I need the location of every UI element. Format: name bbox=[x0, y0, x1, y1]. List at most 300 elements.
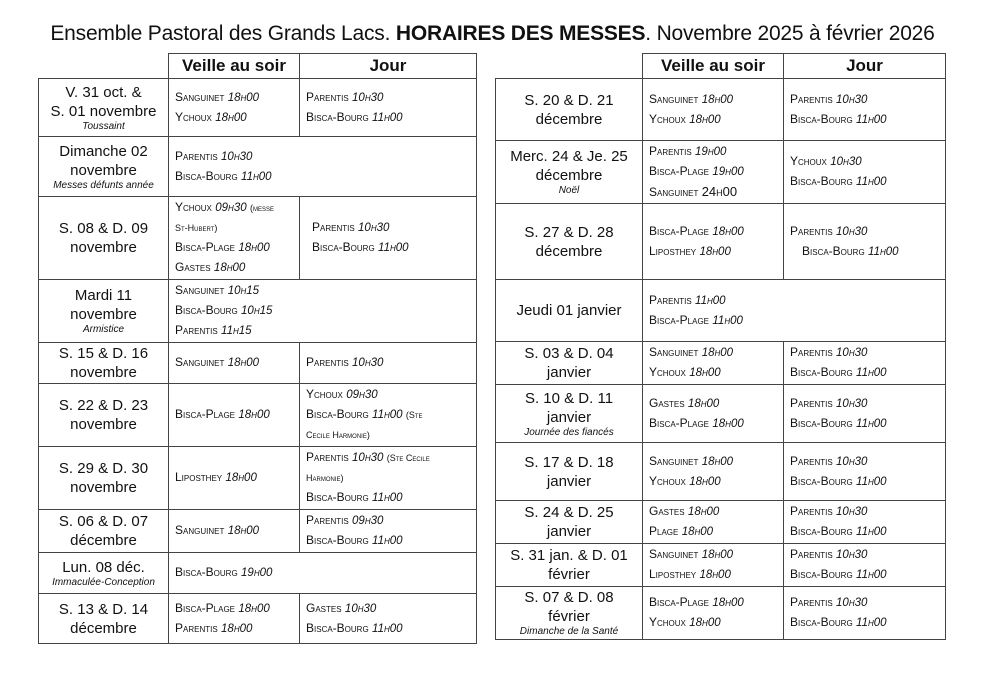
date-cell bbox=[496, 587, 643, 640]
mass-place: Liposthey bbox=[175, 470, 223, 484]
jour-cell bbox=[784, 443, 946, 501]
date-cell bbox=[496, 544, 643, 587]
header-blank bbox=[496, 54, 643, 79]
date-line: S. 10 & D. 11 bbox=[524, 389, 614, 407]
jour-cell bbox=[784, 204, 946, 280]
mass-time: 10h30 bbox=[352, 452, 384, 464]
mass-entry bbox=[306, 88, 470, 108]
schedule-row bbox=[496, 141, 946, 204]
mass-entry bbox=[175, 599, 293, 619]
mass-entry bbox=[649, 343, 777, 363]
date-line: décembre bbox=[70, 532, 137, 549]
mass-entry bbox=[790, 414, 939, 434]
mass-time: 11h00 bbox=[856, 113, 887, 126]
mass-entry bbox=[790, 343, 939, 363]
mass-place: Parentis bbox=[306, 89, 349, 104]
veille-cell bbox=[643, 443, 784, 501]
mass-entry bbox=[790, 242, 939, 262]
date-line: S. 13 & D. 14 bbox=[58, 600, 149, 618]
date-line: novembre bbox=[70, 416, 137, 433]
schedule-row bbox=[39, 510, 477, 553]
jour-cell bbox=[300, 510, 477, 553]
date-line: S. 08 & D. 09 bbox=[58, 220, 149, 237]
mass-entry bbox=[175, 238, 293, 258]
mass-time: 18h00 bbox=[699, 569, 731, 581]
jour-cell bbox=[300, 594, 477, 644]
date-cell bbox=[496, 443, 643, 501]
mass-entry bbox=[790, 593, 939, 613]
jour-cell bbox=[300, 79, 477, 137]
date-cell bbox=[496, 204, 643, 280]
veille-cell bbox=[169, 343, 300, 384]
mass-entry bbox=[649, 242, 777, 262]
mass-place: Sanguinet bbox=[649, 453, 699, 468]
mass-place: Parentis bbox=[790, 453, 833, 468]
mass-place: Sanguinet bbox=[649, 185, 699, 199]
date-line: janvier bbox=[546, 523, 592, 540]
mass-time: 11h00 bbox=[372, 492, 403, 504]
jour-cell bbox=[784, 342, 946, 385]
mass-place: Parentis bbox=[649, 292, 692, 307]
mass-place: Liposthey bbox=[649, 243, 697, 258]
mass-place: Bisca-Bourg bbox=[802, 243, 865, 258]
mass-entry bbox=[790, 363, 939, 383]
jour-cell bbox=[784, 385, 946, 443]
schedule-row bbox=[39, 384, 477, 447]
mass-time: 18h00 bbox=[225, 472, 257, 484]
mass-note: (messe bbox=[249, 203, 274, 213]
date-line: février bbox=[548, 566, 590, 583]
mass-entry bbox=[306, 448, 470, 468]
date-line: S. 17 & D. 18 bbox=[524, 453, 614, 471]
date-line: S. 24 & D. 25 bbox=[524, 504, 614, 521]
mass-place: Sanguinet bbox=[649, 345, 699, 359]
mass-entry bbox=[306, 405, 470, 425]
mass-time: 10h30 bbox=[836, 347, 868, 359]
date-line: novembre bbox=[70, 161, 137, 179]
mass-place: Bisca-Plage bbox=[649, 595, 710, 609]
date-cell bbox=[39, 137, 169, 197]
veille-cell bbox=[643, 141, 784, 204]
mass-entry bbox=[649, 452, 777, 472]
date-line: S. 01 novembre bbox=[50, 102, 157, 120]
veille-cell bbox=[169, 384, 300, 447]
mass-entry bbox=[649, 182, 777, 202]
occasion-note: Messes défunts année bbox=[53, 179, 154, 191]
occasion-note: Immaculée-Conception bbox=[52, 576, 155, 588]
jour-cell bbox=[300, 197, 477, 280]
jour-cell bbox=[784, 79, 946, 141]
mass-place: Parentis bbox=[306, 513, 349, 527]
mass-note: (Ste Cecile bbox=[386, 453, 430, 463]
mass-time: 10h30 bbox=[836, 506, 868, 518]
mass-time: 18h00 bbox=[701, 347, 734, 359]
mass-time: 18h00 bbox=[689, 113, 721, 126]
mass-time: 11h00 bbox=[241, 170, 272, 183]
schedule-table-left bbox=[38, 53, 477, 644]
date-line: décembre bbox=[535, 167, 603, 184]
mass-place: Sanguinet bbox=[175, 523, 225, 537]
mass-entry bbox=[306, 425, 470, 445]
veille-cell bbox=[643, 342, 784, 385]
veille-cell bbox=[169, 447, 300, 510]
schedule-row bbox=[496, 342, 946, 385]
date-line: S. 07 & D. 08 bbox=[524, 589, 614, 606]
mass-entry bbox=[175, 218, 293, 238]
mass-time: 18h00 bbox=[712, 417, 744, 430]
mass-time: 18h00 bbox=[689, 475, 721, 488]
mass-entry bbox=[175, 281, 470, 301]
veille-cell bbox=[643, 385, 784, 443]
mass-entry bbox=[790, 502, 939, 522]
date-line: décembre bbox=[535, 242, 603, 260]
mass-note: Cecile Harmonie) bbox=[306, 430, 370, 440]
mass-place: Parentis bbox=[790, 595, 833, 609]
mass-time: 11h00 bbox=[695, 294, 726, 307]
mass-place: Sanguinet bbox=[649, 547, 699, 561]
mass-time: 18h00 bbox=[701, 549, 734, 561]
date-line: Dimanche 02 bbox=[59, 142, 148, 160]
jour-cell bbox=[784, 544, 946, 587]
mass-entry bbox=[790, 152, 939, 172]
mass-time: 18h00 bbox=[227, 91, 260, 104]
mass-place: Parentis bbox=[649, 144, 692, 158]
mass-place: Bisca-Bourg bbox=[175, 565, 238, 579]
mass-place: Bisca-Bourg bbox=[306, 109, 369, 124]
mass-note: Harmonie) bbox=[306, 473, 344, 483]
date-line: S. 29 & D. 30 bbox=[58, 460, 149, 477]
mass-entry bbox=[649, 311, 939, 331]
mass-entry bbox=[175, 353, 293, 373]
date-cell bbox=[39, 197, 169, 280]
occasion-note: Noël bbox=[558, 185, 580, 196]
mass-time: 18h00 bbox=[227, 357, 260, 369]
header-jour: Jour bbox=[300, 54, 477, 79]
mass-entry bbox=[175, 198, 293, 218]
mass-entry bbox=[306, 353, 470, 373]
schedule-row bbox=[39, 79, 477, 137]
merged-mass-cell bbox=[169, 553, 477, 594]
mass-entry bbox=[306, 599, 470, 619]
veille-cell bbox=[169, 510, 300, 553]
mass-place: Bisca-Bourg bbox=[790, 473, 853, 488]
mass-place: Bisca-Plage bbox=[175, 407, 236, 421]
mass-time: 18h00 bbox=[699, 245, 731, 258]
mass-place: Sanguinet bbox=[175, 355, 225, 369]
date-line: S. 31 jan. & D. 01 bbox=[510, 547, 628, 564]
date-cell bbox=[39, 343, 169, 384]
mass-place: Bisca-Bourg bbox=[790, 111, 853, 126]
mass-place: Sanguinet bbox=[175, 283, 225, 297]
mass-time: 11h00 bbox=[856, 176, 887, 188]
mass-place: Gastes bbox=[649, 504, 685, 518]
date-line: janvier bbox=[546, 472, 592, 490]
schedule-row bbox=[496, 587, 946, 640]
mass-time: 10h30 bbox=[830, 156, 862, 168]
mass-time: 10h30 bbox=[352, 91, 384, 104]
title-main: HORAIRES DES MESSES bbox=[395, 22, 646, 45]
veille-cell bbox=[643, 587, 784, 640]
mass-time: 09h30 bbox=[352, 515, 384, 527]
date-cell bbox=[496, 342, 643, 385]
schedule-row bbox=[496, 385, 946, 443]
mass-place: Parentis bbox=[790, 345, 833, 359]
schedule-row bbox=[39, 553, 477, 594]
mass-entry bbox=[175, 147, 470, 167]
mass-place: Ychoux bbox=[175, 200, 212, 214]
mass-place: Sanguinet bbox=[649, 91, 699, 106]
mass-time: 11h00 bbox=[856, 617, 887, 629]
mass-place: Ychoux bbox=[649, 473, 686, 488]
mass-time: 18h00 bbox=[701, 455, 734, 468]
mass-place: Ychoux bbox=[306, 387, 343, 401]
mass-place: Parentis bbox=[790, 223, 833, 238]
date-cell bbox=[39, 594, 169, 644]
mass-entry bbox=[790, 394, 939, 414]
mass-entry bbox=[649, 414, 777, 434]
mass-place: Bisca-Bourg bbox=[790, 524, 853, 538]
mass-entry bbox=[175, 521, 293, 541]
mass-place: Bisca-Bourg bbox=[306, 407, 369, 421]
mass-time: 10h30 bbox=[221, 150, 253, 163]
schedule-table-right bbox=[495, 53, 946, 640]
date-cell bbox=[496, 501, 643, 544]
mass-time: 10h30 bbox=[836, 597, 868, 609]
mass-place: Bisca-Bourg bbox=[790, 415, 853, 430]
mass-entry bbox=[649, 363, 777, 383]
date-cell bbox=[39, 79, 169, 137]
mass-time: 10h30 bbox=[352, 357, 384, 369]
mass-time: 18h00 bbox=[712, 597, 744, 609]
mass-time: 11h00 bbox=[856, 526, 887, 538]
veille-cell bbox=[169, 594, 300, 644]
mass-entry bbox=[306, 385, 470, 405]
mass-entry bbox=[649, 90, 777, 110]
mass-place: Parentis bbox=[306, 450, 349, 464]
mass-place: Parentis bbox=[175, 148, 218, 163]
mass-time: 24h00 bbox=[701, 184, 738, 199]
veille-cell bbox=[169, 79, 300, 137]
mass-time: 18h00 bbox=[687, 506, 720, 518]
mass-time: 18h00 bbox=[213, 262, 246, 274]
mass-entry bbox=[649, 394, 777, 414]
mass-entry bbox=[649, 613, 777, 633]
date-line: Merc. 24 & Je. 25 bbox=[510, 148, 628, 165]
date-line: Mardi 11 bbox=[74, 287, 133, 304]
date-cell bbox=[496, 141, 643, 204]
date-cell bbox=[39, 280, 169, 343]
occasion-note: Toussaint bbox=[82, 120, 125, 132]
date-line: novembre bbox=[70, 479, 137, 496]
mass-entry bbox=[790, 90, 939, 110]
mass-entry bbox=[312, 218, 470, 238]
page-title bbox=[0, 22, 985, 46]
mass-place: Gastes bbox=[175, 260, 211, 274]
mass-place: Ychoux bbox=[790, 154, 827, 168]
occasion-note: Armistice bbox=[82, 324, 125, 335]
mass-place: Bisca-Plage bbox=[175, 600, 236, 615]
date-line: décembre bbox=[535, 110, 603, 128]
mass-place: Ychoux bbox=[649, 365, 686, 379]
mass-place: Liposthey bbox=[649, 567, 697, 581]
jour-cell bbox=[300, 343, 477, 384]
merged-mass-cell bbox=[643, 280, 946, 342]
date-cell bbox=[39, 553, 169, 594]
mass-time: 18h00 bbox=[215, 111, 247, 124]
mass-entry bbox=[175, 167, 470, 187]
mass-place: Bisca-Bourg bbox=[306, 620, 369, 635]
mass-entry bbox=[790, 172, 939, 192]
mass-entry bbox=[790, 545, 939, 565]
schedule-row bbox=[496, 501, 946, 544]
mass-time: 19h00 bbox=[712, 166, 744, 178]
mass-entry bbox=[175, 321, 470, 341]
mass-time: 11h00 bbox=[378, 242, 409, 254]
mass-entry bbox=[306, 511, 470, 531]
mass-time: 11h00 bbox=[372, 409, 403, 421]
mass-entry bbox=[312, 238, 470, 258]
mass-time: 18h00 bbox=[227, 525, 260, 537]
mass-time: 18h00 bbox=[681, 526, 714, 538]
mass-entry bbox=[649, 110, 777, 130]
header-blank bbox=[39, 54, 169, 79]
mass-place: Bisca-Plage bbox=[649, 312, 710, 327]
mass-place: Parentis bbox=[790, 547, 833, 561]
schedule-row bbox=[39, 197, 477, 280]
mass-time: 09h30 bbox=[215, 202, 247, 214]
date-cell bbox=[496, 79, 643, 141]
merged-mass-cell bbox=[169, 280, 477, 343]
mass-place: Bisca-Bourg bbox=[175, 168, 238, 183]
mass-place: Gastes bbox=[306, 600, 342, 615]
mass-time: 10h15 bbox=[227, 285, 260, 297]
mass-time: 10h30 bbox=[344, 602, 377, 615]
mass-place: Parentis bbox=[175, 620, 218, 635]
mass-place: Bisca-Bourg bbox=[790, 615, 853, 629]
mass-time: 18h00 bbox=[701, 93, 734, 106]
jour-cell bbox=[300, 447, 477, 510]
date-line: S. 03 & D. 04 bbox=[524, 345, 614, 362]
mass-note: St-Hubert) bbox=[175, 223, 218, 233]
mass-time: 18h00 bbox=[221, 622, 253, 635]
date-line: Jeudi 01 janvier bbox=[516, 302, 622, 319]
mass-time: 18h00 bbox=[712, 225, 744, 238]
jour-cell bbox=[784, 141, 946, 204]
mass-entry bbox=[175, 619, 293, 639]
jour-cell bbox=[784, 501, 946, 544]
schedule-row bbox=[496, 280, 946, 342]
mass-entry bbox=[649, 472, 777, 492]
date-line: janvier bbox=[546, 364, 592, 381]
mass-place: Parentis bbox=[790, 395, 833, 410]
date-cell bbox=[39, 447, 169, 510]
jour-cell bbox=[784, 587, 946, 640]
mass-place: Ychoux bbox=[649, 111, 686, 126]
title-period: . Novembre 2025 à février 2026 bbox=[645, 22, 935, 45]
date-cell bbox=[496, 385, 643, 443]
mass-entry bbox=[175, 405, 293, 425]
date-line: Lun. 08 déc. bbox=[62, 558, 145, 576]
mass-time: 10h30 bbox=[358, 222, 390, 234]
mass-entry bbox=[649, 522, 777, 542]
mass-place: Bisca-Bourg bbox=[312, 240, 375, 254]
mass-entry bbox=[790, 565, 939, 585]
schedule-row bbox=[39, 594, 477, 644]
date-line: V. 31 oct. & bbox=[65, 83, 142, 101]
mass-time: 11h00 bbox=[856, 569, 887, 581]
mass-place: Bisca-Bourg bbox=[790, 567, 853, 581]
mass-time: 11h15 bbox=[221, 325, 252, 337]
mass-place: Bisca-Plage bbox=[175, 240, 236, 254]
mass-time: 10h30 bbox=[836, 455, 868, 468]
date-line: S. 20 & D. 21 bbox=[524, 91, 614, 109]
title-prefix: Ensemble Pastoral des Grands Lacs. bbox=[50, 22, 391, 45]
date-cell bbox=[39, 510, 169, 553]
mass-place: Bisca-Plage bbox=[649, 223, 710, 238]
mass-time: 09h30 bbox=[346, 389, 378, 401]
mass-entry bbox=[175, 258, 293, 278]
mass-entry bbox=[175, 468, 293, 488]
header-veille: Veille au soir bbox=[643, 54, 784, 79]
schedule-row bbox=[496, 79, 946, 141]
date-line: novembre bbox=[70, 239, 137, 256]
date-line: janvier bbox=[546, 408, 592, 426]
mass-place: Gastes bbox=[649, 395, 685, 410]
mass-time: 18h00 bbox=[238, 242, 270, 254]
mass-time: 18h00 bbox=[687, 397, 720, 410]
mass-place: Plage bbox=[649, 524, 679, 538]
mass-time: 11h00 bbox=[856, 475, 887, 488]
mass-time: 11h00 bbox=[856, 417, 887, 430]
mass-time: 10h15 bbox=[241, 305, 273, 317]
mass-time: 10h30 bbox=[836, 225, 868, 238]
mass-time: 18h00 bbox=[689, 617, 721, 629]
mass-place: Bisca-Plage bbox=[649, 415, 710, 430]
mass-place: Bisca-Bourg bbox=[306, 490, 369, 504]
schedule-row bbox=[39, 343, 477, 384]
veille-cell bbox=[169, 197, 300, 280]
mass-place: Parentis bbox=[790, 504, 833, 518]
mass-entry bbox=[790, 452, 939, 472]
veille-cell bbox=[643, 204, 784, 280]
mass-entry bbox=[306, 531, 470, 551]
mass-entry bbox=[175, 108, 293, 128]
header-jour: Jour bbox=[784, 54, 946, 79]
mass-entry bbox=[649, 565, 777, 585]
date-line: S. 27 & D. 28 bbox=[524, 223, 614, 241]
merged-mass-cell bbox=[169, 137, 477, 197]
mass-entry bbox=[649, 593, 777, 613]
date-line: S. 15 & D. 16 bbox=[58, 345, 149, 362]
mass-note: (Ste bbox=[405, 410, 423, 420]
mass-time: 18h00 bbox=[689, 367, 721, 379]
schedule-row bbox=[496, 443, 946, 501]
mass-entry bbox=[790, 522, 939, 542]
mass-entry bbox=[175, 563, 470, 583]
mass-entry bbox=[649, 142, 777, 162]
mass-time: 11h00 bbox=[372, 622, 403, 635]
mass-place: Bisca-Bourg bbox=[306, 533, 369, 547]
occasion-note: Dimanche de la Santé bbox=[519, 626, 619, 637]
mass-time: 18h00 bbox=[238, 602, 270, 615]
mass-time: 11h00 bbox=[712, 314, 743, 327]
mass-entry bbox=[649, 162, 777, 182]
mass-place: Parentis bbox=[306, 355, 349, 369]
date-line: décembre bbox=[70, 619, 137, 637]
mass-entry bbox=[790, 222, 939, 242]
date-cell bbox=[39, 384, 169, 447]
mass-entry bbox=[649, 502, 777, 522]
